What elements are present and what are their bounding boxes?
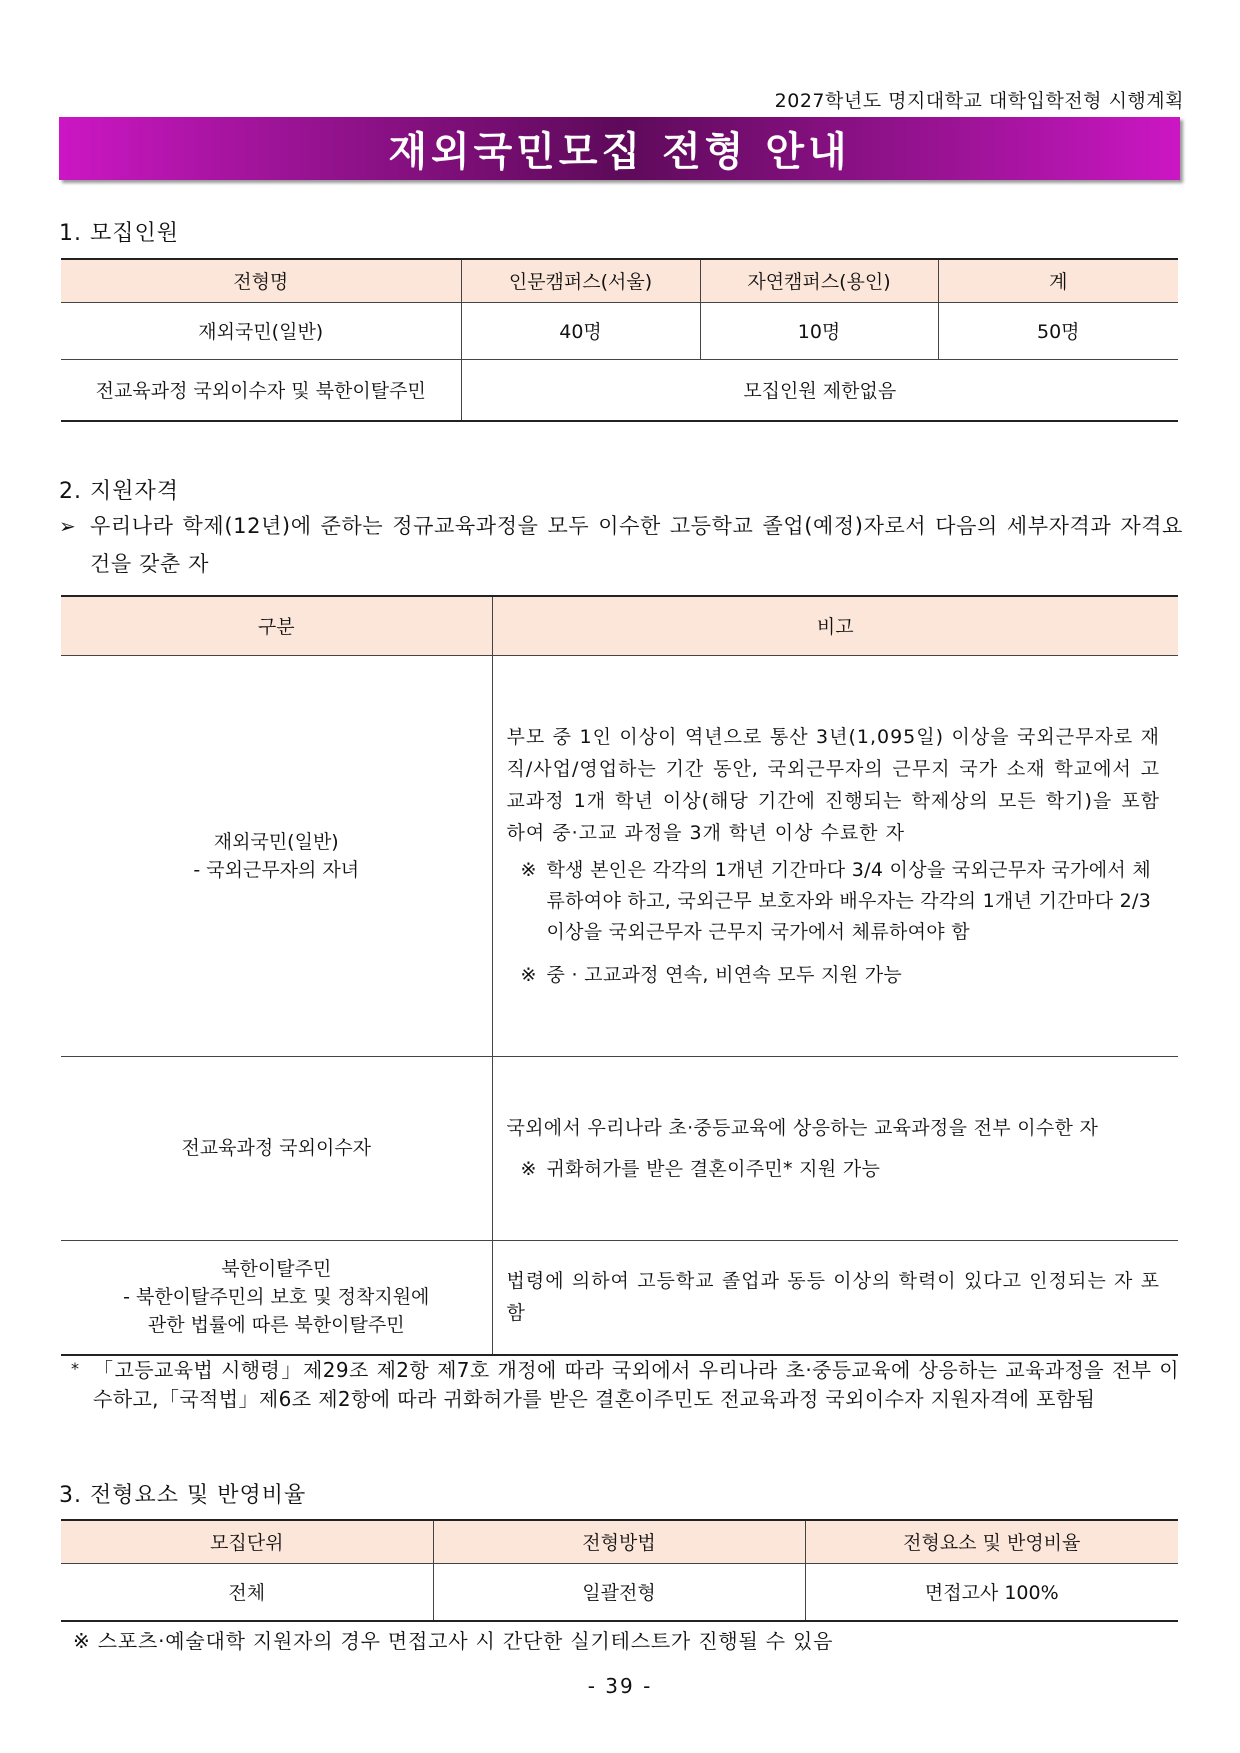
- remark-cell: [492, 1056, 1178, 1240]
- table-row: [61, 302, 1178, 359]
- page-number: - 39 -: [587, 1674, 653, 1698]
- note-mark-icon: ※: [520, 1157, 537, 1180]
- note-text: 귀화허가를 받은 결혼이주민* 지원 가능: [546, 1157, 881, 1180]
- category-line: - 국외근무자의 자녀: [193, 858, 360, 881]
- category-line: 관한 법률에 따른 북한이탈주민: [147, 1314, 405, 1337]
- table-cell: 모집인원 제한없음: [461, 359, 1178, 421]
- table-row: [61, 1563, 1178, 1621]
- note-mark-icon: ※: [520, 858, 537, 881]
- table-row: [61, 359, 1178, 421]
- column-header: 비고: [492, 596, 1178, 655]
- section1-heading: 1. 모집인원: [59, 221, 179, 246]
- note-mark-icon: ※: [520, 963, 537, 986]
- table-header-row: [61, 259, 1178, 302]
- note-text: 중 · 고교과정 연속, 비연속 모두 지원 가능: [546, 963, 903, 986]
- category-cell: [61, 655, 492, 1056]
- column-header: 구분: [61, 596, 492, 655]
- column-header: 자연캠퍼스(용인): [700, 259, 938, 302]
- table-cell: 재외국민(일반): [61, 302, 461, 359]
- footnote-text: 「고등교육법 시행령」제29조 제2항 제7호 개정에 따라 국외에서 우리나라 초·중등교육에 상응하는 교육과정을 전부 이수하고,「국적법」제6조 제2항에 따라 귀화허가를 받은 결혼이주민도 전교육과정 국외이수자 지원자격에 포함됨: [93, 1358, 1179, 1411]
- eligibility-table: [61, 595, 1178, 1356]
- column-header: 전형요소 및 반영비율: [805, 1520, 1178, 1563]
- column-header: 인문캠퍼스(서울): [461, 259, 700, 302]
- remark-note: [507, 855, 1161, 948]
- remark-cell: [492, 655, 1178, 1056]
- table-row: [61, 655, 1178, 1056]
- selection-ratio-table: [61, 1519, 1178, 1622]
- table-cell: 전체: [61, 1563, 433, 1621]
- column-header: 전형명: [61, 259, 461, 302]
- table-row: [61, 1240, 1178, 1355]
- column-header: 계: [938, 259, 1178, 302]
- table-header-row: [61, 1520, 1178, 1563]
- category-line: 재외국민(일반): [213, 830, 339, 853]
- table-cell: 면접고사 100%: [805, 1563, 1178, 1621]
- table-header-row: [61, 596, 1178, 655]
- table-cell: 10명: [700, 302, 938, 359]
- category-cell: [61, 1056, 492, 1240]
- remark-note: [507, 960, 1161, 991]
- table-cell: 40명: [461, 302, 700, 359]
- table-cell: 전교육과정 국외이수자 및 북한이탈주민: [61, 359, 461, 421]
- page-title: 재외국민모집 전형 안내: [388, 129, 851, 175]
- category-line: 북한이탈주민: [221, 1258, 332, 1281]
- category-line: 전교육과정 국외이수자: [181, 1137, 372, 1159]
- column-header: 전형방법: [433, 1520, 805, 1563]
- remark-main-text: 부모 중 1인 이상이 역년으로 통산 3년(1,095일) 이상을 국외근무자로 재직/사업/영업하는 기간 동안, 국외근무자의 근무지 국가 소재 학교에서 고교과정 1개 학년 이상(해당 기간에 진행되는 학제상의 모든 학기)을 포함하여 중·고교 과정을 3개 학년 이상 수료한 자: [506, 725, 1160, 844]
- table-cell: 일괄전형: [433, 1563, 805, 1621]
- category-cell: [61, 1240, 492, 1355]
- section3-note: ※ 스포츠·예술대학 지원자의 경우 면접고사 시 간단한 실기테스트가 진행될 수 있음: [73, 1629, 834, 1653]
- document-header-title: 2027학년도 명지대학교 대학입학전형 시행계획: [774, 90, 1184, 112]
- note-text: 학생 본인은 각각의 1개년 기간마다 3/4 이상을 국외근무자 국가에서 체류하여야 하고, 국외근무 보호자와 배우자는 각각의 1개년 기간마다 2/3 이상을 국외근무자 근무지 국가에서 체류하여야 함: [546, 858, 1152, 943]
- table-cell: 50명: [938, 302, 1178, 359]
- remark-main-text: 법령에 의하여 고등학교 졸업과 동등 이상의 학력이 있다고 인정되는 자 포함: [506, 1270, 1160, 1325]
- eligibility-text: 우리나라 학제(12년)에 준하는 정규교육과정을 모두 이수한 고등학교 졸업(예정)자로서 다음의 세부자격과 자격요건을 갖춘 자: [90, 514, 1183, 576]
- column-header: 모집단위: [61, 1520, 433, 1563]
- title-banner: [59, 117, 1180, 180]
- remark-note: [507, 1154, 1161, 1185]
- footnote: [71, 1356, 1179, 1414]
- remark-main-text: 국외에서 우리나라 초·중등교육에 상응하는 교육과정을 전부 이수한 자: [506, 1116, 1099, 1139]
- section2-heading: 2. 지원자격: [59, 479, 179, 504]
- asterisk-icon: *: [71, 1359, 80, 1378]
- section3-heading: 3. 전형요소 및 반영비율: [59, 1483, 307, 1508]
- eligibility-bullet: [59, 507, 1183, 583]
- table-row: [61, 1056, 1178, 1240]
- category-line: - 북한이탈주민의 보호 및 정착지원에: [123, 1286, 430, 1309]
- remark-cell: [492, 1240, 1178, 1355]
- arrow-bullet-icon: ➢: [59, 514, 76, 538]
- recruitment-quota-table: [61, 258, 1178, 422]
